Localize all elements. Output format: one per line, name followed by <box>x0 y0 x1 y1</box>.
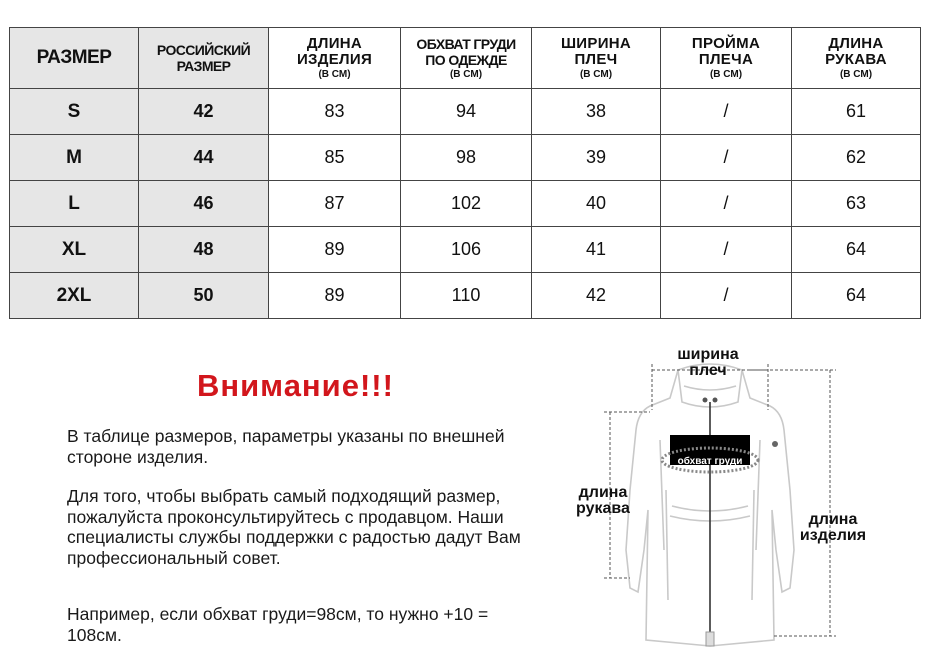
table-row <box>10 181 921 227</box>
cell-chest: 110 <box>401 273 532 319</box>
cell-armhole: / <box>661 273 792 319</box>
cell-size: M <box>10 135 139 181</box>
size-table <box>9 27 921 319</box>
cell-sleeve: 64 <box>792 273 921 319</box>
length-dimension <box>750 370 836 636</box>
notice-title: Внимание!!! <box>197 368 394 403</box>
table-row <box>10 273 921 319</box>
table-header-row <box>10 28 921 89</box>
cell-size: 2XL <box>10 273 139 319</box>
cell-ru-size: 50 <box>139 273 269 319</box>
cell-size: L <box>10 181 139 227</box>
cell-length: 89 <box>269 227 401 273</box>
shoulder-width-label: ширина плеч <box>677 346 739 379</box>
cell-shoulder: 41 <box>532 227 661 273</box>
header-length: ДЛИНА ИЗДЕЛИЯ (В СМ) <box>269 28 401 89</box>
zipper-pull <box>706 632 714 646</box>
cell-ru-size: 48 <box>139 227 269 273</box>
cell-shoulder: 38 <box>532 89 661 135</box>
hood-button <box>713 398 718 403</box>
cell-ru-size: 44 <box>139 135 269 181</box>
cell-length: 87 <box>269 181 401 227</box>
coat-measurement-diagram <box>560 340 900 660</box>
cell-shoulder: 39 <box>532 135 661 181</box>
cell-armhole: / <box>661 181 792 227</box>
cell-length: 83 <box>269 89 401 135</box>
item-length-label: длина изделия <box>799 511 867 544</box>
notice-paragraph-3: Например, если обхват груди=98см, то нужно +10 = 108см. <box>67 604 489 645</box>
cell-ru-size: 46 <box>139 181 269 227</box>
header-size: РАЗМЕР <box>10 28 139 89</box>
cell-size: XL <box>10 227 139 273</box>
cell-chest: 94 <box>401 89 532 135</box>
cell-shoulder: 42 <box>532 273 661 319</box>
header-shoulder: ШИРИНА ПЛЕЧ (В СМ) <box>532 28 661 89</box>
cell-sleeve: 63 <box>792 181 921 227</box>
cell-ru-size: 42 <box>139 89 269 135</box>
hood-button <box>703 398 708 403</box>
notice-paragraph-1: В таблице размеров, параметры указаны по внешней стороне изделия. <box>67 426 505 467</box>
cell-armhole: / <box>661 89 792 135</box>
cell-shoulder: 40 <box>532 181 661 227</box>
cell-length: 89 <box>269 273 401 319</box>
cell-sleeve: 61 <box>792 89 921 135</box>
notice-paragraph-2: Для того, чтобы выбрать самый подходящий размер, пожалуйста проконсультируйтесь с продавцом. Наши специалисты службы поддержки с радостью дадут Вам профессиональный совет. <box>67 486 521 568</box>
header-ru-size: РОССИЙСКИЙ РАЗМЕР <box>139 28 269 89</box>
cell-sleeve: 64 <box>792 227 921 273</box>
table-row <box>10 135 921 181</box>
sleeve-logo <box>772 441 778 447</box>
cell-size: S <box>10 89 139 135</box>
chest-label: обхват груди <box>677 456 743 467</box>
cell-chest: 102 <box>401 181 532 227</box>
table-row <box>10 89 921 135</box>
cell-chest: 106 <box>401 227 532 273</box>
cell-sleeve: 62 <box>792 135 921 181</box>
header-sleeve: ДЛИНА РУКАВА (В СМ) <box>792 28 921 89</box>
cell-armhole: / <box>661 135 792 181</box>
cell-armhole: / <box>661 227 792 273</box>
header-chest: ОБХВАТ ГРУДИ ПО ОДЕЖДЕ (В СМ) <box>401 28 532 89</box>
sleeve-length-label: длина рукава <box>576 484 630 517</box>
table-row <box>10 227 921 273</box>
cell-length: 85 <box>269 135 401 181</box>
header-armhole: ПРОЙМА ПЛЕЧА (В СМ) <box>661 28 792 89</box>
cell-chest: 98 <box>401 135 532 181</box>
